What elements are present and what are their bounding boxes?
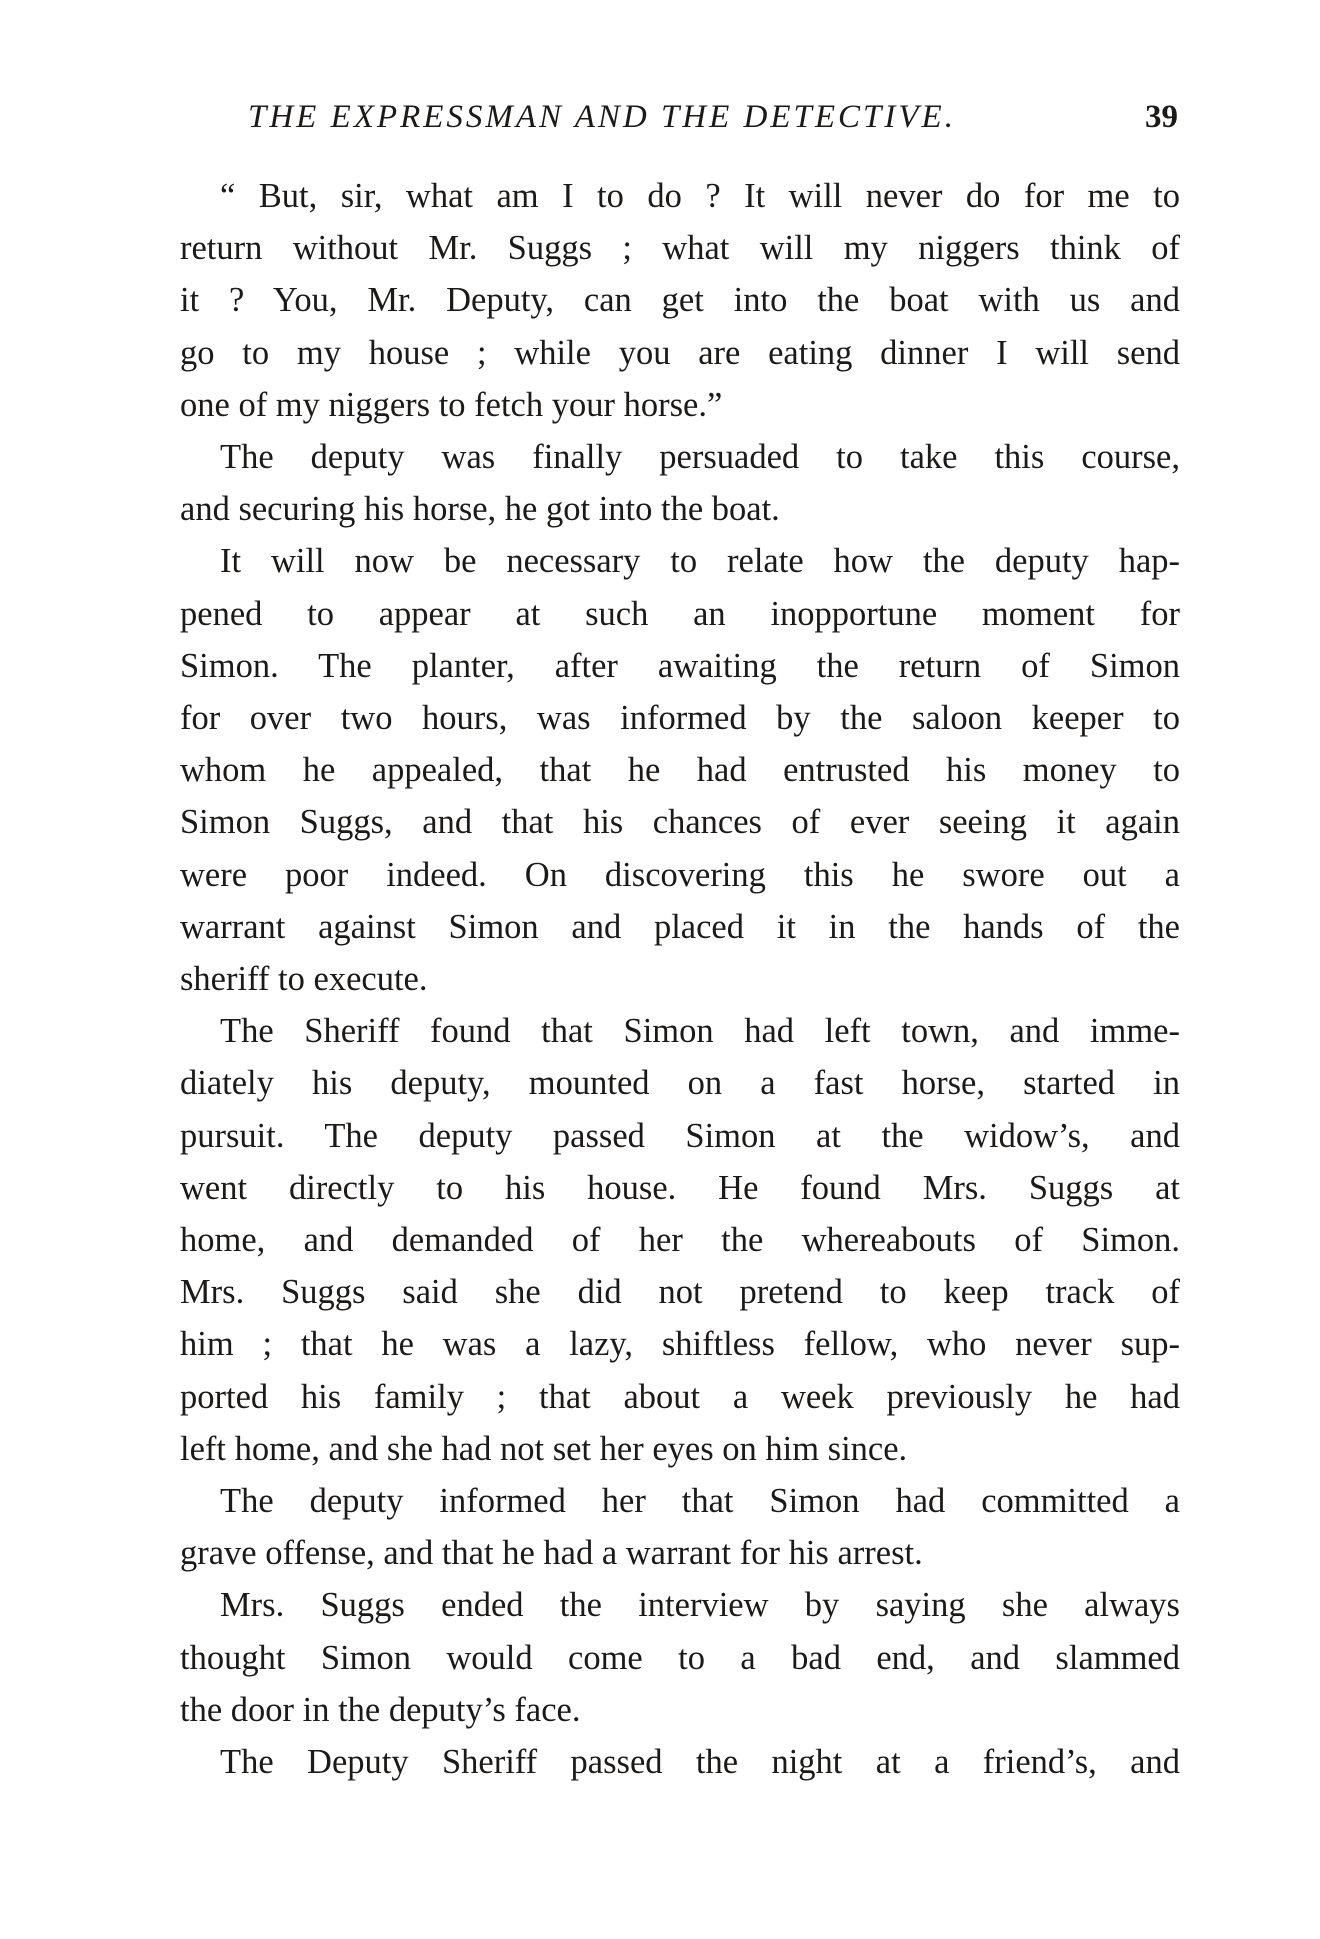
body-text	[180, 170, 1180, 1788]
paragraph	[180, 535, 1180, 1005]
paragraph	[180, 1475, 1180, 1579]
text-line: return without Mr. Suggs ; what will my niggers think of	[180, 229, 1180, 268]
text-line: diately his deputy, mounted on a fast horse, started in	[180, 1064, 1180, 1103]
paragraph	[180, 1579, 1180, 1736]
text-line: went directly to his house. He found Mrs. Suggs at	[180, 1168, 1180, 1207]
text-line: whom he appealed, that he had entrusted his money to	[180, 751, 1180, 790]
running-head	[248, 94, 1178, 140]
paragraph	[180, 170, 1180, 431]
text-line: it ? You, Mr. Deputy, can get into the boat with us and	[180, 281, 1180, 320]
page-number: 39	[1145, 99, 1178, 135]
text-line: go to my house ; while you are eating dinner I will send	[180, 333, 1180, 372]
text-line: pened to appear at such an inopportune moment for	[180, 594, 1180, 633]
text-line: left home, and she had not set her eyes on him since.	[180, 1429, 908, 1468]
text-line: grave offense, and that he had a warrant for his arrest.	[180, 1534, 923, 1573]
text-line: “ But, sir, what am I to do ? It will never do for me to	[220, 177, 1180, 215]
text-line: warrant against Simon and placed it in the hands of the	[180, 907, 1180, 946]
text-line: thought Simon would come to a bad end, and slammed	[180, 1638, 1180, 1677]
text-line: and securing his horse, he got into the boat.	[180, 490, 780, 529]
text-line: home, and demanded of her the whereabouts of Simon.	[180, 1221, 1180, 1260]
text-line: sheriff to execute.	[180, 960, 428, 999]
text-line: Simon. The planter, after awaiting the return of Simon	[180, 646, 1180, 685]
text-line: Mrs. Suggs ended the interview by saying she always	[220, 1586, 1180, 1625]
text-line: one of my niggers to fetch your horse.”	[180, 385, 723, 424]
text-line: The Sheriff found that Simon had left town, and imme-	[220, 1012, 1180, 1051]
text-line: Mrs. Suggs said she did not pretend to keep track of	[180, 1273, 1180, 1312]
text-line: It will now be necessary to relate how the deputy hap-	[220, 542, 1180, 581]
text-line: for over two hours, was informed by the saloon keeper to	[180, 699, 1180, 738]
text-line: Simon Suggs, and that his chances of ever seeing it again	[180, 803, 1180, 842]
text-line: pursuit. The deputy passed Simon at the widow’s, and	[180, 1116, 1180, 1155]
paragraph	[180, 431, 1180, 535]
paragraph	[180, 1005, 1180, 1475]
text-line: The deputy was finally persuaded to take this course,	[220, 438, 1180, 477]
text-line: him ; that he was a lazy, shiftless fellow, who never sup-	[180, 1325, 1180, 1364]
text-line: the door in the deputy’s face.	[180, 1690, 581, 1729]
running-title: THE EXPRESSMAN AND THE DETECTIVE.	[248, 99, 956, 135]
text-line: The deputy informed her that Simon had committed a	[220, 1482, 1180, 1521]
paragraph	[180, 1736, 1180, 1788]
text-line: The Deputy Sheriff passed the night at a friend’s, and	[220, 1743, 1180, 1782]
text-line: ported his family ; that about a week previously he had	[180, 1377, 1180, 1416]
text-line: were poor indeed. On discovering this he swore out a	[180, 855, 1180, 894]
